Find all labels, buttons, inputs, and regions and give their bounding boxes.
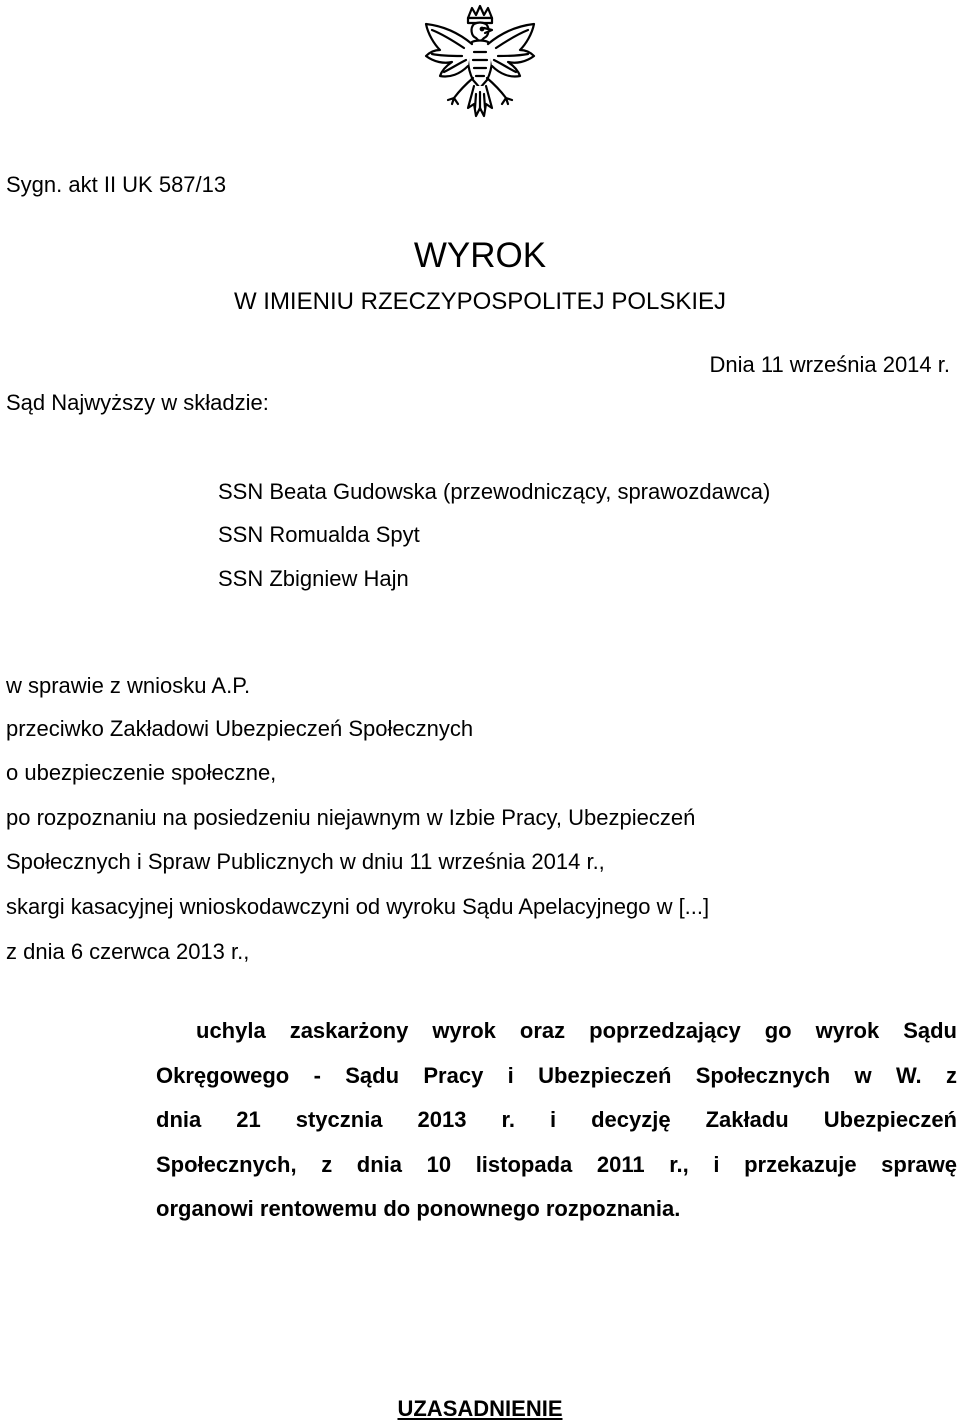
polish-eagle-emblem-icon [418,4,542,130]
judge-presiding: SSN Beata Gudowska (przewodniczący, sprawozdawca) [218,479,771,504]
court-composition: Sąd Najwyższy w składzie: [6,390,269,415]
judge-member: SSN Romualda Spyt [218,522,420,547]
ruling-line: uchyla zaskarżony wyrok oraz poprzedzający go wyrok Sądu [196,1018,957,1043]
ruling-line: dnia 21 stycznia 2013 r. i decyzję Zakładu Ubezpieczeń [156,1107,957,1132]
document-title: WYROK [413,236,547,275]
case-signature: Sygn. akt II UK 587/13 [6,172,227,197]
judgment-date: Dnia 11 września 2014 r. [709,352,950,377]
case-line: Społecznych i Spraw Publicznych w dniu 11 września 2014 r., [6,849,605,874]
case-line: po rozpoznaniu na posiedzeniu niejawnym w Izbie Pracy, Ubezpieczeń [6,805,696,830]
ruling-paragraph [156,1009,957,1232]
case-line: o ubezpieczenie społeczne, [6,760,277,785]
case-line: w sprawie z wniosku A.P. [6,673,251,698]
ruling-line: Społecznych, z dnia 10 listopada 2011 r., i przekazuje sprawę [156,1151,957,1177]
case-line: skargi kasacyjnej wnioskodawczyni od wyroku Sądu Apelacyjnego w [...] [6,894,710,919]
reasons-heading: UZASADNIENIE [397,1396,563,1421]
case-line: przeciwko Zakładowi Ubezpieczeń Społecznych [6,716,474,741]
ruling-line: organowi rentowemu do ponownego rozpoznania. [156,1196,681,1221]
judge-member: SSN Zbigniew Hajn [218,566,409,591]
document-subtitle: W IMIENIU RZECZYPOSPOLITEJ POLSKIEJ [233,288,727,315]
ruling-line: Okręgowego - Sądu Pracy i Ubezpieczeń Społecznych w W. z [156,1062,957,1088]
case-line: z dnia 6 czerwca 2013 r., [6,939,250,964]
